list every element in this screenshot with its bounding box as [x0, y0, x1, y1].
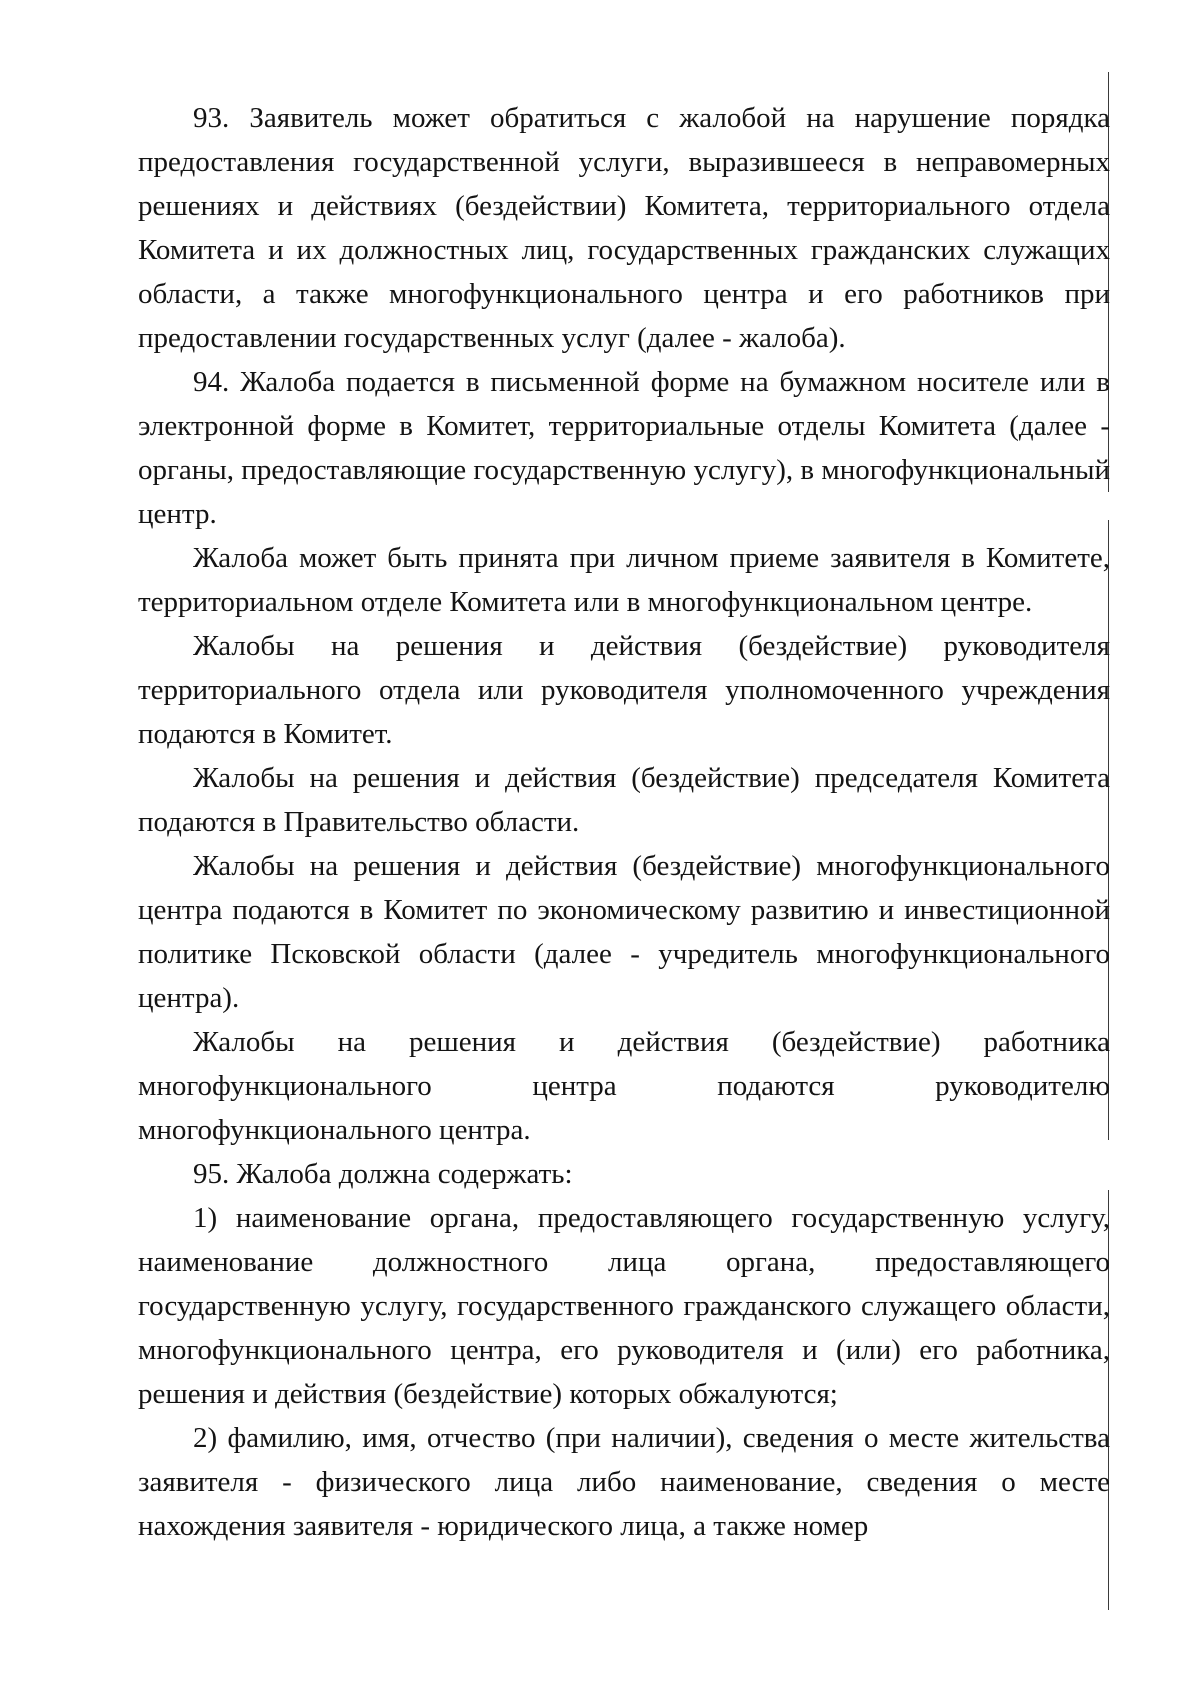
paragraph-94: 94. Жалоба подается в письменной форме на бумажном носителе или в электронной форме в Комитет, территориальные отделы Комитета (далее - органы, предоставляющие государственную услугу), в многофункциональный центр. [138, 366, 1110, 530]
paragraph-93: 93. Заявитель может обратиться с жалобой на нарушение порядка предоставления государственной услуги, выразившееся в неправомерных решениях и действиях (бездействии) Комитета, территориального отдела Комитета и их должностных лиц, государственных гражданских служащих области, а также многофункционального центра и его работников при предоставлении государственных услуг (далее - жалоба). [138, 102, 1110, 354]
paragraph-95: 95. Жалоба должна содержать: [193, 1158, 573, 1190]
paragraph-personal-reception: Жалоба может быть принята при личном приеме заявителя в Комитете, территориальном отделе Комитета или в многофункциональном центре. [138, 542, 1110, 618]
document-body [138, 96, 1110, 1548]
paragraph-complaints-mfc-worker: Жалобы на решения и действия (бездействие) работника многофункционального центра подаются руководителю многофункционального центра. [138, 1026, 1110, 1146]
paragraph-item-2: 2) фамилию, имя, отчество (при наличии), сведения о месте жительства заявителя - физического лица либо наименование, сведения о месте нахождения заявителя - юридического лица, а также номер [138, 1422, 1110, 1542]
paragraph-complaints-chairman: Жалобы на решения и действия (бездействие) председателя Комитета подаются в Правительство области. [138, 762, 1110, 838]
paragraph-complaints-mfc: Жалобы на решения и действия (бездействие) многофункционального центра подаются в Комитет по экономическому развитию и инвестиционной политике Псковской области (далее - учредитель многофункционального центра). [138, 850, 1110, 1014]
paragraph-complaints-head-of-department: Жалобы на решения и действия (бездействие) руководителя территориального отдела или руководителя уполномоченного учреждения подаются в Комитет. [138, 630, 1110, 750]
paragraph-item-1: 1) наименование органа, предоставляющего государственную услугу, наименование должностного лица органа, предоставляющего государственную услугу, государственного гражданского служащего области, многофункционального центра, его руководителя и (или) его работника, решения и действия (бездействие) которых обжалуются; [138, 1202, 1110, 1410]
